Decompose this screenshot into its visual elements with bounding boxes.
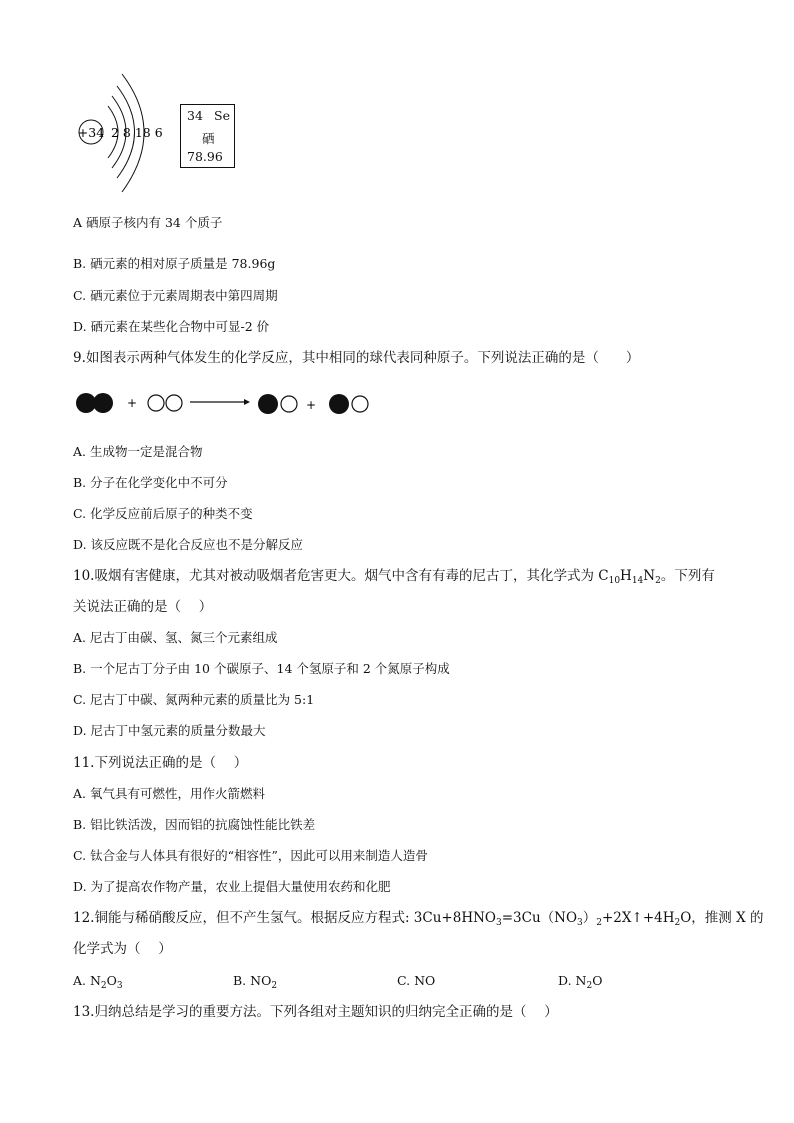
- q8-option-c: C. 硒元素位于元素周期表中第四周期: [73, 288, 278, 303]
- product2-light-atom: [352, 396, 368, 412]
- reactant-light-atom-1: [148, 395, 164, 411]
- q8-option-a: A 硒原子核内有 34 个质子: [73, 215, 223, 230]
- plus-sign-2: +: [305, 398, 317, 412]
- q8-option-b: B. 硒元素的相对原子质量是 78.96g: [73, 256, 276, 271]
- q10-option-a: A. 尼古丁由碳、氢、氮三个元素组成: [73, 630, 278, 645]
- q11-stem: 11.下列说法正确的是（ ）: [73, 755, 248, 771]
- atomic-number: 34: [187, 108, 203, 123]
- q13-stem: 13.归纳总结是学习的重要方法。下列各组对主题知识的归纳完全正确的是（ ）: [73, 1004, 558, 1020]
- reaction-diagram: [72, 388, 382, 420]
- nucleus-charge: +34: [77, 125, 105, 140]
- element-symbol: Se: [214, 108, 230, 123]
- product1-light-atom: [281, 396, 297, 412]
- q11-option-a: A. 氧气具有可燃性，用作火箭燃料: [73, 786, 265, 801]
- electron-counts: 2 8 18 6: [111, 125, 163, 140]
- q9-option-a: A. 生成物一定是混合物: [73, 444, 203, 459]
- product1-dark-atom: [258, 394, 278, 414]
- q8-option-d: D. 硒元素在某些化合物中可显-2 价: [73, 319, 270, 334]
- reactant-dark-atom-2: [93, 393, 113, 413]
- q9-stem: 9.如图表示两种气体发生的化学反应，其中相同的球代表同种原子。下列说法正确的是（ ）: [73, 350, 640, 366]
- q9-option-d: D. 该反应既不是化合反应也不是分解反应: [73, 537, 304, 552]
- periodic-cell: [180, 104, 235, 168]
- q11-option-b: B. 铝比铁活泼，因而铝的抗腐蚀性能比铁差: [73, 817, 316, 832]
- element-name: 硒: [202, 131, 215, 146]
- plus-sign-1: +: [126, 396, 138, 410]
- q10-option-d: D. 尼古丁中氢元素的质量分数最大: [73, 723, 266, 738]
- reaction-arrow-head: [244, 399, 250, 405]
- q10-option-c: C. 尼古丁中碳、氮两种元素的质量比为 5:1: [73, 692, 315, 707]
- q11-option-c: C. 钛合金与人体具有很好的“相容性”，因此可以用来制造人造骨: [73, 848, 428, 863]
- q12-stem-line2: 化学式为（ ）: [73, 941, 172, 957]
- q12-option-d: D. $N_2O$: [558, 973, 603, 991]
- q9-option-c: C. 化学反应前后原子的种类不变: [73, 506, 253, 521]
- q12-stem: 12.铜能与稀硝酸反应，但不产生氢气。根据反应方程式: $3Cu+8HNO_3=3Cu(NO_3)_2+2X↑+4H_2O$，推测 X 的: [73, 910, 764, 928]
- q10-stem: 10.吸烟有害健康，尤其对被动吸烟者危害更大。烟气中含有有毒的尼古丁，其化学式为 $C_{10}H_{14}N_2$。下列有: [73, 568, 715, 586]
- selenium-atom-diagram: [72, 68, 172, 198]
- q12-option-b: B. $NO_2$: [233, 973, 278, 991]
- q10-stem-line2: 关说法正确的是（ ）: [73, 599, 213, 615]
- q11-option-d: D. 为了提高农作物产量，农业上提倡大量使用农药和化肥: [73, 879, 391, 894]
- q12-option-a: A. $N_2O_3$: [73, 973, 123, 991]
- q10-option-b: B. 一个尼古丁分子由 10 个碳原子、14 个氢原子和 2 个氮原子构成: [73, 661, 450, 676]
- q12-option-c: C. NO: [397, 973, 436, 988]
- product2-dark-atom: [329, 394, 349, 414]
- reactant-light-atom-2: [166, 395, 182, 411]
- q9-option-b: B. 分子在化学变化中不可分: [73, 475, 228, 490]
- atomic-mass: 78.96: [187, 149, 223, 164]
